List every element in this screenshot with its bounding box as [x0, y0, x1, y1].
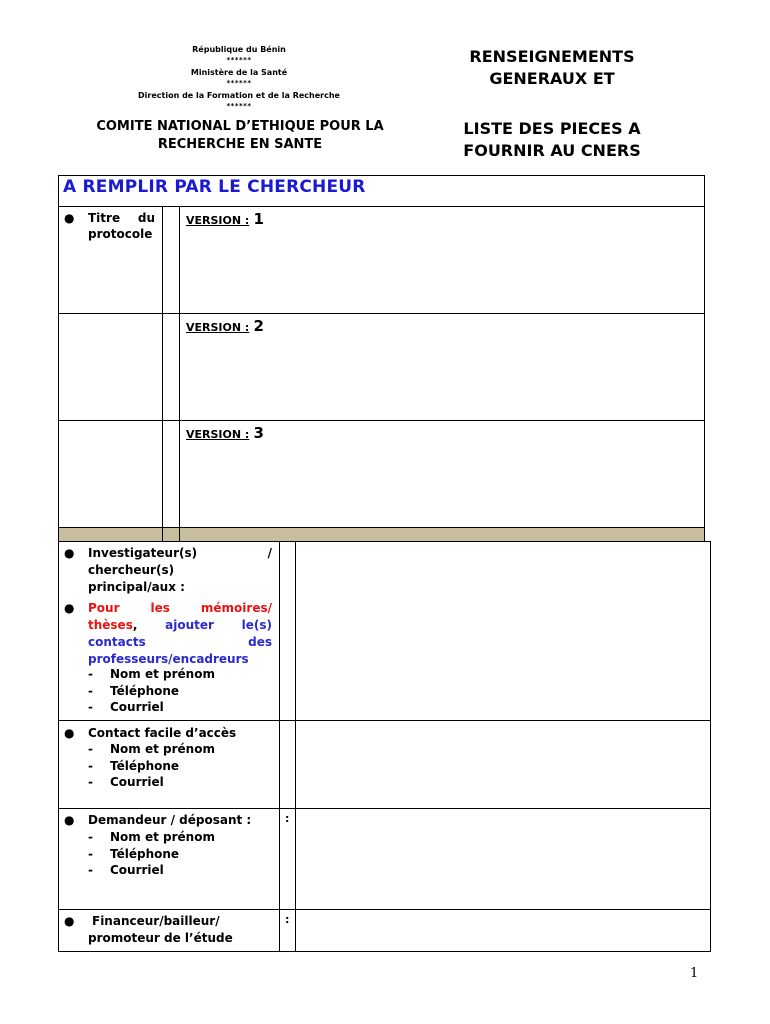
version-number: 2 [253, 317, 264, 335]
version-3 [186, 424, 264, 442]
version-label: VERSION : [186, 214, 250, 227]
list-item-text: Nom et prénom [110, 742, 215, 756]
label-word: Titre [88, 211, 121, 225]
table-border [58, 206, 705, 207]
note-word: professeurs/encadreurs [88, 652, 249, 666]
contact-label: Contact facile d’accès [88, 726, 237, 740]
table-border [58, 541, 59, 952]
version-label: VERSION : [186, 321, 250, 334]
doc-title-line: FOURNIR AU CNERS [463, 141, 641, 160]
table-border [58, 527, 705, 528]
table-border [58, 541, 711, 542]
header-left [110, 44, 368, 110]
funder-label [88, 913, 233, 947]
investigators-subitems [88, 666, 215, 716]
list-item: - Téléphone [88, 758, 180, 773]
version-number: 1 [253, 210, 264, 228]
banner-title: A REMPLIR PAR LE CHERCHEUR [63, 177, 366, 197]
table-border [704, 175, 705, 541]
label-word: du [137, 211, 155, 225]
note-word: le(s) [241, 618, 272, 632]
table-border [710, 541, 711, 952]
label-word: promoteur de l’étude [88, 931, 233, 945]
table-border [179, 206, 180, 541]
list-item-text: Courriel [110, 700, 164, 714]
note-word: thèses [88, 618, 133, 632]
direction-text: Direction de la Formation et de la Recherche [138, 91, 340, 100]
separator-stars: ****** [226, 56, 252, 64]
protocol-title-label [88, 210, 155, 242]
committee-title [70, 118, 410, 154]
version-2 [186, 317, 264, 335]
committee-title-line: COMITE NATIONAL D’ETHIQUE POUR LA [96, 119, 384, 134]
shaded-band [58, 527, 705, 541]
republic-text: République du Bénin [192, 45, 286, 54]
applicant-label: Demandeur / déposant : [88, 813, 252, 827]
table-border [58, 175, 705, 176]
list-item: - Nom et prénom [88, 667, 215, 681]
note-word: contacts [88, 635, 146, 649]
doc-title-line: LISTE DES PIECES A [463, 119, 641, 138]
list-item-text: Nom et prénom [110, 830, 215, 844]
table-border [58, 909, 711, 910]
list-item: - Courriel [88, 700, 164, 714]
table-border [162, 206, 163, 541]
table-border [279, 541, 280, 952]
contact-subitems [88, 741, 215, 791]
label-word: protocole [88, 227, 153, 241]
label-word: chercheur(s) [88, 563, 175, 577]
list-item: - Téléphone [88, 846, 180, 861]
note-word: mémoires/ [200, 601, 272, 615]
table-border [295, 541, 296, 952]
list-item-text: Téléphone [110, 683, 180, 698]
doc-title-line: GENERAUX ET [489, 69, 615, 88]
bullet-icon: ● [64, 546, 75, 560]
note-word: des [248, 635, 272, 649]
funder-colon: : [285, 913, 290, 926]
separator-stars: ****** [226, 79, 252, 87]
separator-stars: ****** [226, 102, 252, 110]
doc-title-top [425, 46, 679, 90]
table-border [58, 175, 59, 541]
list-item: - Nom et prénom [88, 830, 215, 844]
bullet-icon: ● [64, 601, 75, 615]
bullet-icon: ● [64, 813, 75, 827]
list-item: - Nom et prénom [88, 742, 215, 756]
investigators-label [88, 545, 272, 596]
list-item-text: Téléphone [110, 758, 180, 773]
table-border [58, 720, 711, 721]
list-item: - Courriel [88, 775, 164, 789]
doc-title-line: RENSEIGNEMENTS [469, 47, 635, 66]
note-word: ajouter [165, 618, 214, 632]
list-item-text: Courriel [110, 863, 164, 877]
label-word: / [267, 546, 272, 560]
bullet-icon: ● [64, 726, 75, 740]
version-number: 3 [253, 424, 264, 442]
version-1 [186, 210, 264, 228]
applicant-colon: : [285, 812, 290, 825]
applicant-subitems [88, 829, 215, 879]
table-border [58, 808, 711, 809]
note-word: Pour [88, 601, 120, 615]
version-label: VERSION : [186, 428, 250, 441]
page-number: 1 [690, 966, 699, 981]
committee-title-line: RECHERCHE EN SANTE [157, 137, 323, 152]
label-word: Financeur/bailleur/ [92, 914, 220, 928]
list-item-text: Téléphone [110, 846, 180, 861]
table-border [58, 951, 711, 952]
list-item: - Courriel [88, 863, 164, 877]
label-word: Investigateur(s) [88, 546, 198, 560]
table-border [58, 420, 705, 421]
list-item-text: Nom et prénom [110, 667, 215, 681]
bullet-icon: ● [64, 914, 75, 928]
doc-title-bottom [425, 118, 679, 162]
label-word: principal/aux : [88, 580, 185, 594]
note-comma: , [132, 618, 138, 632]
list-item-text: Courriel [110, 775, 164, 789]
bullet-icon: ● [64, 211, 75, 225]
supervisor-note [88, 600, 272, 668]
ministry-text: Ministère de la Santé [190, 68, 288, 77]
list-item: - Téléphone [88, 683, 180, 698]
table-border [58, 313, 705, 314]
note-word: les [150, 601, 170, 615]
